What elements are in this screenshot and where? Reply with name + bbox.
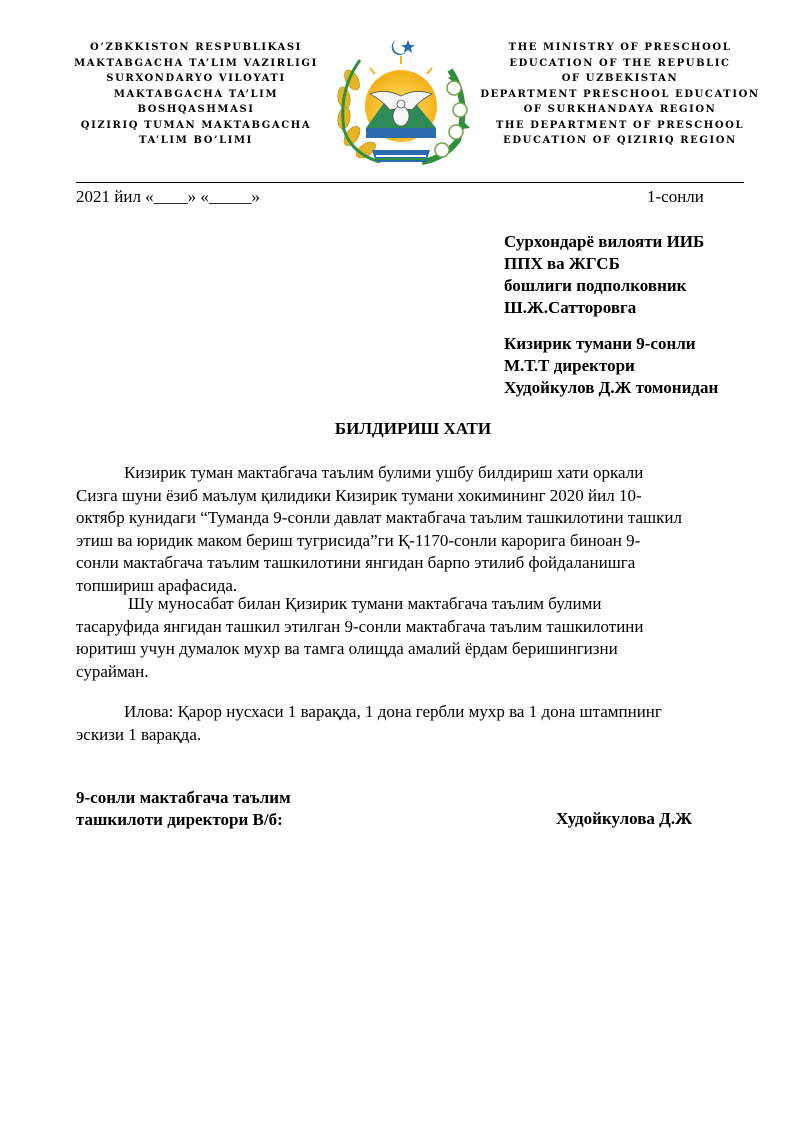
header-left-line: MAKTABGACHA TA’LIM: [113, 88, 279, 100]
body-paragraph-2: [76, 593, 766, 683]
body-line: Илова: Қарор нусхаси 1 варақда, 1 дона гербли мухр ва 1 дона штампнинг: [124, 702, 662, 721]
body-line: юритиш учун думалок мухр ва тамга олищда амалий ёрдам беришингизни: [76, 639, 618, 658]
body-line: этиш ва юридик маком бериш тугрисида”ги Қ-1170-сонли карорига биноан 9-: [76, 530, 641, 550]
header-right-line: EDUCATION OF THE REPUBLIC: [509, 57, 731, 69]
body-line: Сизга шуни ёзиб маълум қилидики Кизирик тумани хокимининг 2020 йил 10-: [76, 485, 642, 505]
header-left-line: SURXONDARYO VILOYATI: [106, 73, 286, 84]
header-right-line: OF SURKHANDAYA REGION: [523, 104, 717, 115]
signature-position-line: ташкилоти директори В/б:: [76, 810, 283, 829]
body-line: октябр кунидаги “Туманда 9-сонли давлат мактабгача таълим ташкилотини ташкил: [76, 508, 682, 527]
header-left-line: BOSHQASHMASI: [137, 104, 255, 115]
sender-line: Кизирик тумани 9-сонли: [504, 334, 696, 353]
date-line: 2021 йил «____» «_____»: [76, 187, 260, 206]
sender-line: М.Т.Т директори: [504, 356, 635, 375]
signature-position-line: 9-сонли мактабгача таълим: [76, 788, 291, 807]
header-left-block: [62, 40, 330, 149]
header-right-line: EDUCATION OF QIZIRIQ REGION: [503, 135, 737, 146]
header-right-block: [470, 40, 770, 149]
document-number: 1-сонли: [647, 187, 704, 206]
header-right-line: THE MINISTRY OF PRESCHOOL: [508, 42, 732, 53]
body-paragraph-1: [76, 462, 766, 597]
sender-line: Худойкулов Д.Ж томонидан: [504, 378, 719, 397]
header-left-line: QIZIRIQ TUMAN MAKTABGACHA: [80, 119, 312, 131]
header-right-line: THE DEPARTMENT OF PRESCHOOL: [495, 119, 745, 131]
body-line: топшириш арафасида.: [76, 575, 238, 595]
recipient-line: Ш.Ж.Сатторовга: [504, 298, 637, 317]
recipient-line: Сурхондарё вилояти ИИБ: [504, 232, 705, 251]
body-line: тасаруфида янгидан ташкил этилган 9-сонли мактабгача таълим ташкилотини: [76, 616, 644, 636]
header-right-line: DEPARTMENT PRESCHOOL EDUCATION: [480, 88, 760, 100]
recipient-line: бошлиги подполковник: [504, 276, 687, 295]
signature-position: [76, 787, 291, 831]
header-divider: [76, 182, 744, 183]
header-left-line: O’ZBKKISTON RESPUBLIKASI: [90, 42, 302, 53]
attachment-paragraph: [76, 701, 766, 746]
body-line: сонли мактабгача таълим ташкилотини янгидан барпо этилиб фойдаланишга: [76, 553, 636, 572]
document-title: БИЛДИРИШ ХАТИ: [334, 419, 492, 438]
header-left-line: MAKTABGACHA TA’LIM VAZIRLIGI: [74, 57, 318, 69]
body-line: Шу муносабат билан Қизирик тумани мактабгача таълим булими: [128, 594, 602, 613]
header-left-line: TA’LIM BO’LIMI: [139, 135, 253, 146]
recipient-line: ППХ ва ЖГСБ: [504, 254, 620, 273]
body-line: эскизи 1 варақда.: [76, 724, 202, 744]
recipient-block: [504, 231, 704, 319]
body-line: Кизирик туман мактабгача таълим булими ушбу билдириш хати оркали: [124, 463, 644, 482]
signature-name: Худойкулова Д.Ж: [556, 809, 692, 828]
header-right-line: OF UZBEKISTAN: [561, 73, 679, 84]
sender-block: [504, 333, 718, 399]
body-line: сурайман.: [76, 661, 149, 681]
state-emblem-icon: [330, 30, 472, 168]
